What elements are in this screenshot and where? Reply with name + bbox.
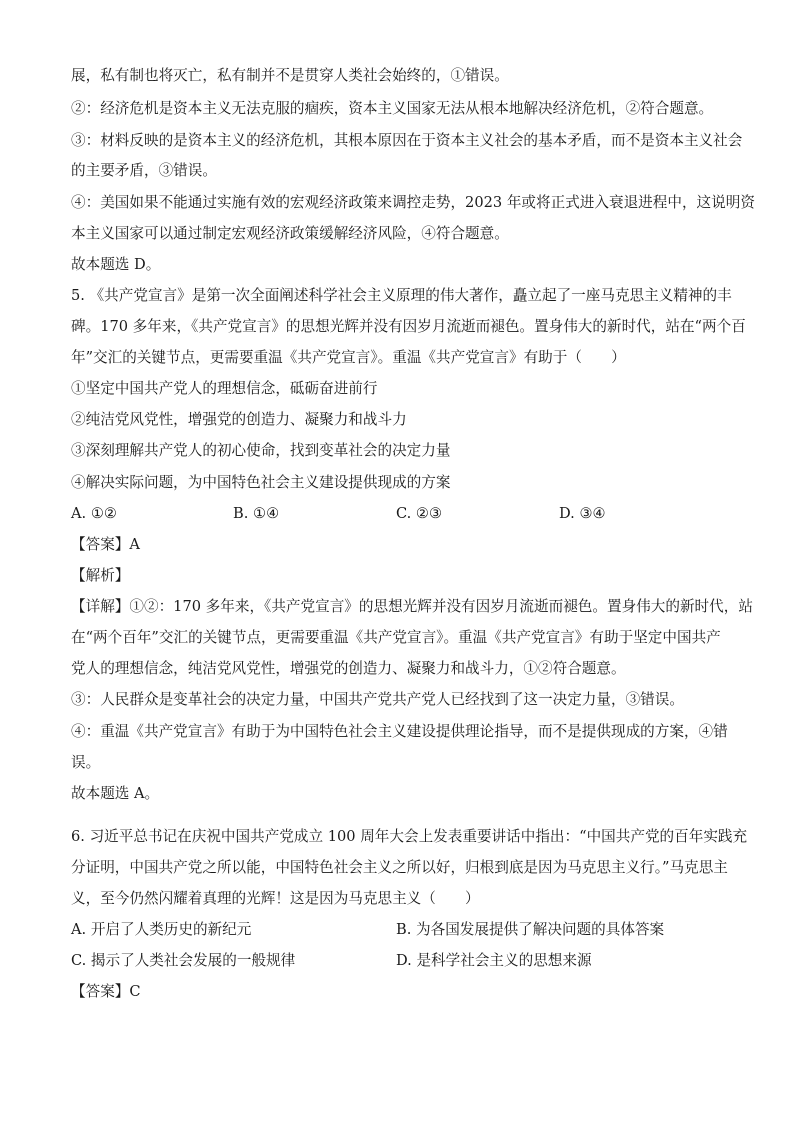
answer-value: A [129,536,140,553]
question-5-stem: 5. 《共产党宣言》是第一次全面阐述科学社会主义原理的伟大著作，矗立起了一座马克思主义精神的丰 [71,287,732,304]
text-line: 展，私有制也将灭亡，私有制并不是贯穿人类社会始终的，①错误。 [71,67,509,84]
question-6-stem: 分证明，中国共产党之所以能，中国特色社会主义之所以好，归根到底是因为马克思主义行。”马克思主 [71,859,728,876]
option-b: B. 为各国发展提供了解决问题的具体答案 [396,921,665,938]
option-d: D. 是科学社会主义的思想来源 [396,952,592,969]
detail-line: 误。 [71,754,101,771]
option-a: A. ①② [71,505,117,522]
question-5-stem: 年”交汇的关键节点，更需要重温《共产党宣言》。重温《共产党宣言》有助于（ ） [71,349,626,366]
answer-label: 【答案】 [71,983,130,1000]
option-d: D. ③④ [559,505,606,522]
question-6-stem: 义，至今仍然闪耀着真理的光辉！这是因为马克思主义（ ） [71,890,480,907]
conclusion-line: 故本题选 A。 [71,785,160,802]
detail-line: 在“两个百年”交汇的关键节点，更需要重温《共产党宣言》。重温《共产党宣言》有助于坚定中国共产 [71,629,721,646]
detail-line [71,597,753,617]
text-line: 的主要矛盾，③错误。 [71,162,217,179]
statement-3: ③深刻理解共产党人的初心使命，找到变革社会的决定力量 [71,442,451,459]
statement-2: ②纯洁党风党性，增强党的创造力、凝聚力和战斗力 [71,411,407,428]
option-c: C. 揭示了人类社会发展的一般规律 [71,952,296,969]
answer-value: C [129,983,141,1000]
analysis-label-text: 【解析】 [71,567,130,584]
detail-line: ③：人民群众是变革社会的决定力量，中国共产党共产党人已经找到了这一决定力量，③错误。 [71,691,684,708]
text-line: ④：美国如果不能通过实施有效的宏观经济政策来调控走势，2023 年或将正式进入衰退进程中，这说明资 [71,194,755,211]
text-line: 本主义国家可以通过制定宏观经济政策缓解经济风险，④符合题意。 [71,225,509,242]
text-line: ③：材料反映的是资本主义的经济危机，其根本原因在于资本主义社会的基本矛盾，而不是资本主义社会 [71,132,743,149]
detail-label: 【详解】 [71,598,130,615]
answer-line [71,982,721,1002]
text-line: ②：经济危机是资本主义无法克服的痼疾，资本主义国家无法从根本地解决经济危机，②符合题意。 [71,100,714,117]
option-a: A. 开启了人类历史的新纪元 [71,921,252,938]
question-5-stem: 碑。170 多年来，《共产党宣言》的思想光辉并没有因岁月流逝而褪色。置身伟大的新时代，站在“两个百 [71,318,746,335]
statement-4: ④解决实际问题，为中国特色社会主义建设提供现成的方案 [71,474,451,491]
option-b: B. ①④ [233,505,280,522]
answer-line [71,535,721,555]
question-6-stem: 6. 习近平总书记在庆祝中国共产党成立 100 周年大会上发表重要讲话中指出：“中国共产党的百年实践充 [71,828,748,845]
statement-1: ①坚定中国共产党人的理想信念，砥砺奋进前行 [71,380,378,397]
detail-text: ①②：170 多年来，《共产党宣言》的思想光辉并没有因岁月流逝而褪色。置身伟大的新时代，站 [129,598,753,615]
answer-label: 【答案】 [71,536,130,553]
conclusion-line: 故本题选 D。 [71,256,161,273]
detail-line: 党人的理想信念，纯洁党风党性，增强党的创造力、凝聚力和战斗力，①②符合题意。 [71,660,626,677]
detail-line: ④：重温《共产党宣言》有助于为中国特色社会主义建设提供理论指导，而不是提供现成的方案，④错 [71,723,728,740]
analysis-label [71,566,721,586]
option-c: C. ②③ [396,505,443,522]
